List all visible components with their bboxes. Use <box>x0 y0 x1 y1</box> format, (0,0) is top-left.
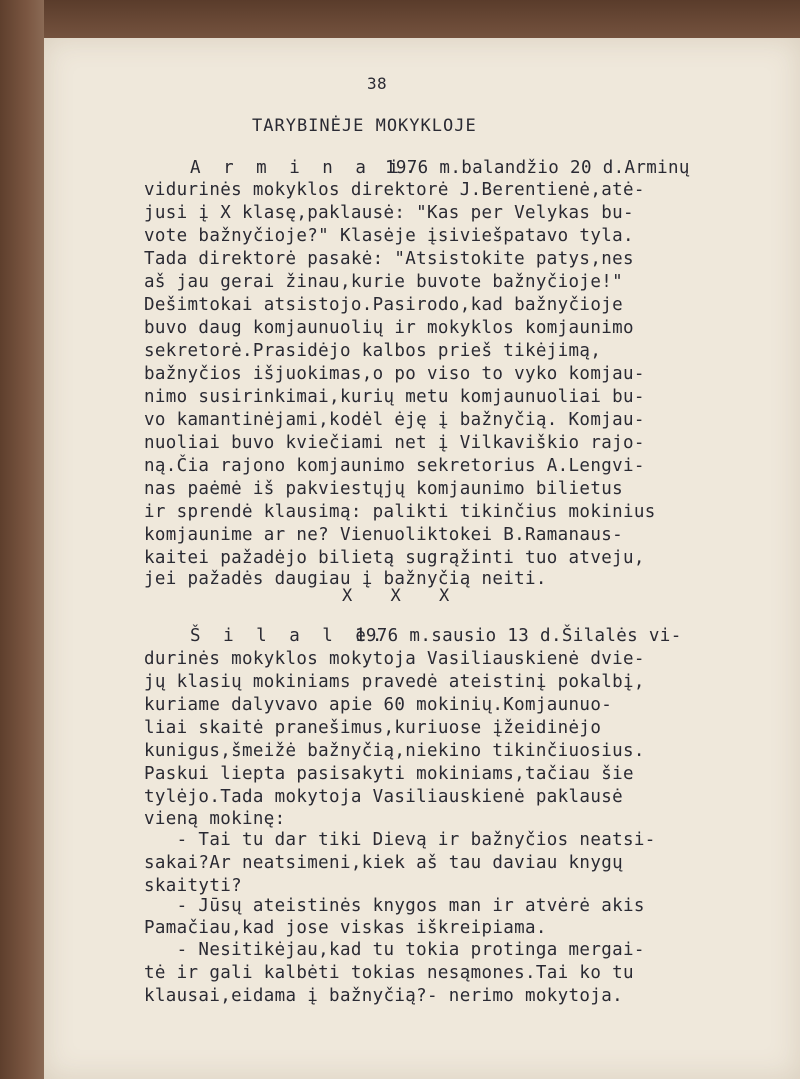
section1-line-10: nimo susirinkimai,kurių metu komjaunuoliai bu- <box>144 387 645 407</box>
section2-line-13: Pamačiau,kad jose viskas iškreipiama. <box>144 918 547 938</box>
section1-line-16: komjaunime ar ne? Vienuoliktokei B.Ramanaus- <box>144 525 623 545</box>
section2-line-4: liai skaitė pranešimus,kuriuose įžeidinėjo <box>144 718 602 738</box>
section1-line-5: aš jau gerai žinau,kurie buvote bažnyčioje!" <box>144 272 623 292</box>
section2-line-7: tylėjo.Tada mokytoja Vasiliauskienė paklausė <box>144 787 623 807</box>
section2-line-14: - Nesitikėjau,kad tu tokia protinga mergai- <box>144 940 645 960</box>
section1-line-0: 1976 m.balandžio 20 d.Arminų <box>385 158 690 178</box>
section2-line-6: Paskui liepta pasisakyti mokiniams,tačiau šie <box>144 764 634 784</box>
section2-line-16: klausai,eidama į bažnyčią?- nerimo mokytoja. <box>144 986 623 1006</box>
section1-line-17: kaitei pažadėjo bilietą sugrąžinti tuo atveju, <box>144 548 645 568</box>
section2-line-11: skaityti? <box>144 876 242 896</box>
section2-line-12: - Jūsų ateistinės knygos man ir atvėrė akis <box>144 896 645 916</box>
section1-line-3: vote bažnyčioje?" Klasėje įsiviešpatavo tyla. <box>144 226 634 246</box>
page-number: 38 <box>367 74 387 93</box>
section1-line-11: vo kamantinėjami,kodėl ėję į bažnyčią. Komjau- <box>144 410 645 430</box>
section1-line-18: jei pažadės daugiau į bažnyčią neiti. <box>144 569 547 589</box>
section1-line-15: ir sprendė klausimą: palikti tikinčius mokinius <box>144 502 656 522</box>
section1-line-9: bažnyčios išjuokimas,o po viso to vyko komjau- <box>144 364 645 384</box>
section2-line-8: vieną mokinę: <box>144 809 286 829</box>
section1-line-14: nas paėmė iš pakviestųjų komjaunimo bilietus <box>144 479 623 499</box>
section1-line-12: nuoliai buvo kviečiami net į Vilkaviškio rajo- <box>144 433 645 453</box>
section2-line-1: durinės mokyklos mokytoja Vasiliauskienė dvie- <box>144 649 645 669</box>
page-background-left <box>0 0 44 1079</box>
section1-line-13: ną.Čia rajono komjaunimo sekretorius A.Lengvi- <box>144 456 645 476</box>
section2-line-3: kuriame dalyvavo apie 60 mokinių.Komjaunuo- <box>144 695 613 715</box>
section2-line-0: 1976 m.sausio 13 d.Šilalės vi- <box>355 626 682 646</box>
page-title: TARYBINĖJE MOKYKLOJE <box>252 116 477 136</box>
section1-place: A r m i n a i. <box>190 158 422 178</box>
section1-line-4: Tada direktorė pasakė: "Atsistokite patys,nes <box>144 249 634 269</box>
section-separator: X X X <box>342 586 464 606</box>
section1-line-7: buvo daug komjaunuolių ir mokyklos komjaunimo <box>144 318 634 338</box>
page-background-top <box>0 0 800 38</box>
section1-line-6: Dešimtokai atsistojo.Pasirodo,kad bažnyčioje <box>144 295 623 315</box>
section2-line-5: kunigus,šmeižė bažnyčią,niekino tikinčiuosius. <box>144 741 645 761</box>
section2-line-2: jų klasių mokiniams pravedė ateistinį pokalbį, <box>144 672 645 692</box>
section2-line-10: sakai?Ar neatsimeni,kiek aš tau daviau knygų <box>144 853 623 873</box>
section1-line-1: vidurinės mokyklos direktorė J.Berentienė,atė- <box>144 180 645 200</box>
section1-line-8: sekretorė.Prasidėjo kalbos prieš tikėjimą, <box>144 341 602 361</box>
section2-place: Š i l a l ė. <box>190 626 389 646</box>
section2-line-9: - Tai tu dar tiki Dievą ir bažnyčios neatsi- <box>144 830 656 850</box>
section1-line-2: jusi į X klasę,paklausė: "Kas per Velykas bu- <box>144 203 634 223</box>
section2-line-15: tė ir gali kalbėti tokias nesąmones.Tai ko tu <box>144 963 634 983</box>
